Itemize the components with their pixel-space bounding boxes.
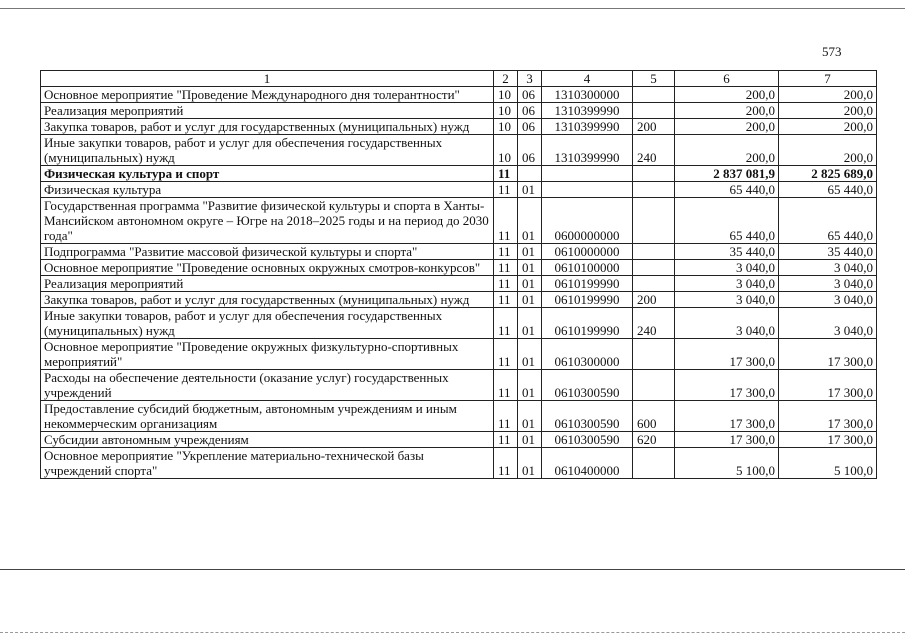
row-amount-2-cell: 3 040,0 <box>779 308 877 339</box>
row-expense-type-cell <box>633 182 675 198</box>
row-amount-1-cell: 5 100,0 <box>675 448 779 479</box>
row-expense-type-cell <box>633 103 675 119</box>
header-cell-amount-1: 6 <box>675 71 779 87</box>
table-row <box>41 182 877 198</box>
row-expense-type-cell: 240 <box>633 308 675 339</box>
row-subsection-cell: 06 <box>518 135 542 166</box>
row-section-cell: 11 <box>494 370 518 401</box>
row-amount-1-cell: 17 300,0 <box>675 370 779 401</box>
row-expense-type-cell: 620 <box>633 432 675 448</box>
row-amount-1-cell: 200,0 <box>675 87 779 103</box>
header-cell-expense-type: 5 <box>633 71 675 87</box>
row-expense-type-cell: 200 <box>633 292 675 308</box>
row-target-code-cell: 0610300000 <box>542 339 633 370</box>
row-subsection-cell: 01 <box>518 339 542 370</box>
row-section-cell: 11 <box>494 308 518 339</box>
table-row <box>41 276 877 292</box>
row-amount-1-cell: 200,0 <box>675 135 779 166</box>
row-target-code-cell: 0610199990 <box>542 308 633 339</box>
row-amount-1-cell: 2 837 081,9 <box>675 166 779 182</box>
row-section-cell: 11 <box>494 182 518 198</box>
row-subsection-cell: 01 <box>518 198 542 244</box>
row-amount-2-cell: 65 440,0 <box>779 182 877 198</box>
row-subsection-cell <box>518 166 542 182</box>
table-row <box>41 244 877 260</box>
row-expense-type-cell <box>633 87 675 103</box>
row-target-code-cell: 0610199990 <box>542 292 633 308</box>
row-subsection-cell: 06 <box>518 87 542 103</box>
table-row <box>41 292 877 308</box>
row-amount-1-cell: 17 300,0 <box>675 401 779 432</box>
row-section-cell: 10 <box>494 103 518 119</box>
row-amount-1-cell: 35 440,0 <box>675 244 779 260</box>
row-subsection-cell: 01 <box>518 260 542 276</box>
row-section-cell: 11 <box>494 292 518 308</box>
row-section-cell: 11 <box>494 166 518 182</box>
row-name-cell: Закупка товаров, работ и услуг для государственных (муниципальных) нужд <box>41 119 494 135</box>
row-target-code-cell: 1310399990 <box>542 103 633 119</box>
table-row <box>41 308 877 339</box>
row-amount-2-cell: 200,0 <box>779 87 877 103</box>
row-subsection-cell: 06 <box>518 119 542 135</box>
row-amount-1-cell: 17 300,0 <box>675 432 779 448</box>
header-cell-section: 2 <box>494 71 518 87</box>
row-name-cell: Субсидии автономным учреждениям <box>41 432 494 448</box>
row-amount-2-cell: 200,0 <box>779 103 877 119</box>
page-bottom-border <box>0 569 905 570</box>
row-amount-2-cell: 2 825 689,0 <box>779 166 877 182</box>
row-name-cell: Основное мероприятие "Проведение Международного дня толерантности" <box>41 87 494 103</box>
row-target-code-cell: 0610300590 <box>542 401 633 432</box>
header-cell-target-code: 4 <box>542 71 633 87</box>
header-row <box>41 71 877 87</box>
row-amount-2-cell: 17 300,0 <box>779 370 877 401</box>
row-name-cell: Подпрограмма "Развитие массовой физической культуры и спорта" <box>41 244 494 260</box>
row-section-cell: 11 <box>494 448 518 479</box>
row-name-cell: Государственная программа "Развитие физической культуры и спорта в Ханты-Мансийском автономном округе – Югре на 2018–2025 годы и на период до 2030 года" <box>41 198 494 244</box>
row-expense-type-cell <box>633 370 675 401</box>
row-expense-type-cell <box>633 276 675 292</box>
table-row <box>41 166 877 182</box>
row-section-cell: 10 <box>494 87 518 103</box>
row-expense-type-cell: 240 <box>633 135 675 166</box>
row-subsection-cell: 01 <box>518 370 542 401</box>
row-target-code-cell <box>542 166 633 182</box>
row-amount-1-cell: 3 040,0 <box>675 260 779 276</box>
row-expense-type-cell <box>633 166 675 182</box>
row-amount-1-cell: 3 040,0 <box>675 292 779 308</box>
table-row <box>41 260 877 276</box>
row-subsection-cell: 01 <box>518 276 542 292</box>
row-amount-2-cell: 3 040,0 <box>779 276 877 292</box>
row-target-code-cell: 1310399990 <box>542 135 633 166</box>
row-section-cell: 11 <box>494 401 518 432</box>
row-subsection-cell: 01 <box>518 244 542 260</box>
row-amount-1-cell: 65 440,0 <box>675 198 779 244</box>
table-row <box>41 401 877 432</box>
row-target-code-cell: 0610199990 <box>542 276 633 292</box>
row-target-code-cell: 0610000000 <box>542 244 633 260</box>
scan-edge-line <box>0 632 905 633</box>
row-subsection-cell: 01 <box>518 432 542 448</box>
row-section-cell: 10 <box>494 119 518 135</box>
row-target-code-cell: 1310300000 <box>542 87 633 103</box>
budget-table <box>40 70 877 479</box>
row-expense-type-cell: 600 <box>633 401 675 432</box>
row-section-cell: 11 <box>494 260 518 276</box>
row-amount-1-cell: 3 040,0 <box>675 276 779 292</box>
row-name-cell: Основное мероприятие "Укрепление материально-технической базы учреждений спорта" <box>41 448 494 479</box>
table-row <box>41 448 877 479</box>
row-amount-2-cell: 200,0 <box>779 135 877 166</box>
row-target-code-cell <box>542 182 633 198</box>
row-amount-2-cell: 17 300,0 <box>779 339 877 370</box>
row-amount-1-cell: 200,0 <box>675 119 779 135</box>
row-target-code-cell: 0610100000 <box>542 260 633 276</box>
row-subsection-cell: 01 <box>518 292 542 308</box>
row-amount-2-cell: 35 440,0 <box>779 244 877 260</box>
row-subsection-cell: 01 <box>518 401 542 432</box>
row-target-code-cell: 0610300590 <box>542 370 633 401</box>
table-row <box>41 339 877 370</box>
row-expense-type-cell <box>633 244 675 260</box>
table-row <box>41 87 877 103</box>
table-row <box>41 119 877 135</box>
row-section-cell: 11 <box>494 276 518 292</box>
row-amount-2-cell: 3 040,0 <box>779 292 877 308</box>
header-cell-amount-2: 7 <box>779 71 877 87</box>
row-name-cell: Основное мероприятие "Проведение окружных физкультурно-спортивных мероприятий" <box>41 339 494 370</box>
row-target-code-cell: 1310399990 <box>542 119 633 135</box>
row-expense-type-cell <box>633 448 675 479</box>
row-section-cell: 11 <box>494 244 518 260</box>
table-row <box>41 103 877 119</box>
row-name-cell: Физическая культура и спорт <box>41 166 494 182</box>
row-subsection-cell: 01 <box>518 182 542 198</box>
row-target-code-cell: 0600000000 <box>542 198 633 244</box>
page-number: 573 <box>822 44 842 59</box>
row-expense-type-cell <box>633 260 675 276</box>
row-subsection-cell: 01 <box>518 308 542 339</box>
header-cell-name: 1 <box>41 71 494 87</box>
table-row <box>41 432 877 448</box>
row-name-cell: Расходы на обеспечение деятельности (оказание услуг) государственных учреждений <box>41 370 494 401</box>
table-row <box>41 135 877 166</box>
row-amount-2-cell: 5 100,0 <box>779 448 877 479</box>
row-amount-1-cell: 3 040,0 <box>675 308 779 339</box>
table-row <box>41 198 877 244</box>
row-name-cell: Закупка товаров, работ и услуг для государственных (муниципальных) нужд <box>41 292 494 308</box>
row-expense-type-cell <box>633 339 675 370</box>
row-amount-2-cell: 3 040,0 <box>779 260 877 276</box>
row-name-cell: Физическая культура <box>41 182 494 198</box>
row-name-cell: Иные закупки товаров, работ и услуг для обеспечения государственных (муниципальных) нужд <box>41 135 494 166</box>
row-subsection-cell: 06 <box>518 103 542 119</box>
row-amount-1-cell: 17 300,0 <box>675 339 779 370</box>
row-amount-1-cell: 200,0 <box>675 103 779 119</box>
header-cell-subsection: 3 <box>518 71 542 87</box>
row-subsection-cell: 01 <box>518 448 542 479</box>
row-name-cell: Реализация мероприятий <box>41 276 494 292</box>
row-amount-2-cell: 65 440,0 <box>779 198 877 244</box>
row-target-code-cell: 0610400000 <box>542 448 633 479</box>
row-section-cell: 11 <box>494 198 518 244</box>
row-name-cell: Основное мероприятие "Проведение основных окружных смотров-конкурсов" <box>41 260 494 276</box>
row-section-cell: 11 <box>494 339 518 370</box>
row-expense-type-cell: 200 <box>633 119 675 135</box>
row-section-cell: 10 <box>494 135 518 166</box>
row-target-code-cell: 0610300590 <box>542 432 633 448</box>
row-amount-2-cell: 200,0 <box>779 119 877 135</box>
row-amount-2-cell: 17 300,0 <box>779 401 877 432</box>
table-row <box>41 370 877 401</box>
top-scan-border <box>0 8 905 9</box>
row-amount-2-cell: 17 300,0 <box>779 432 877 448</box>
row-name-cell: Реализация мероприятий <box>41 103 494 119</box>
row-amount-1-cell: 65 440,0 <box>675 182 779 198</box>
row-expense-type-cell <box>633 198 675 244</box>
row-name-cell: Иные закупки товаров, работ и услуг для обеспечения государственных (муниципальных) нужд <box>41 308 494 339</box>
row-name-cell: Предоставление субсидий бюджетным, автономным учреждениям и иным некоммерческим организациям <box>41 401 494 432</box>
row-section-cell: 11 <box>494 432 518 448</box>
